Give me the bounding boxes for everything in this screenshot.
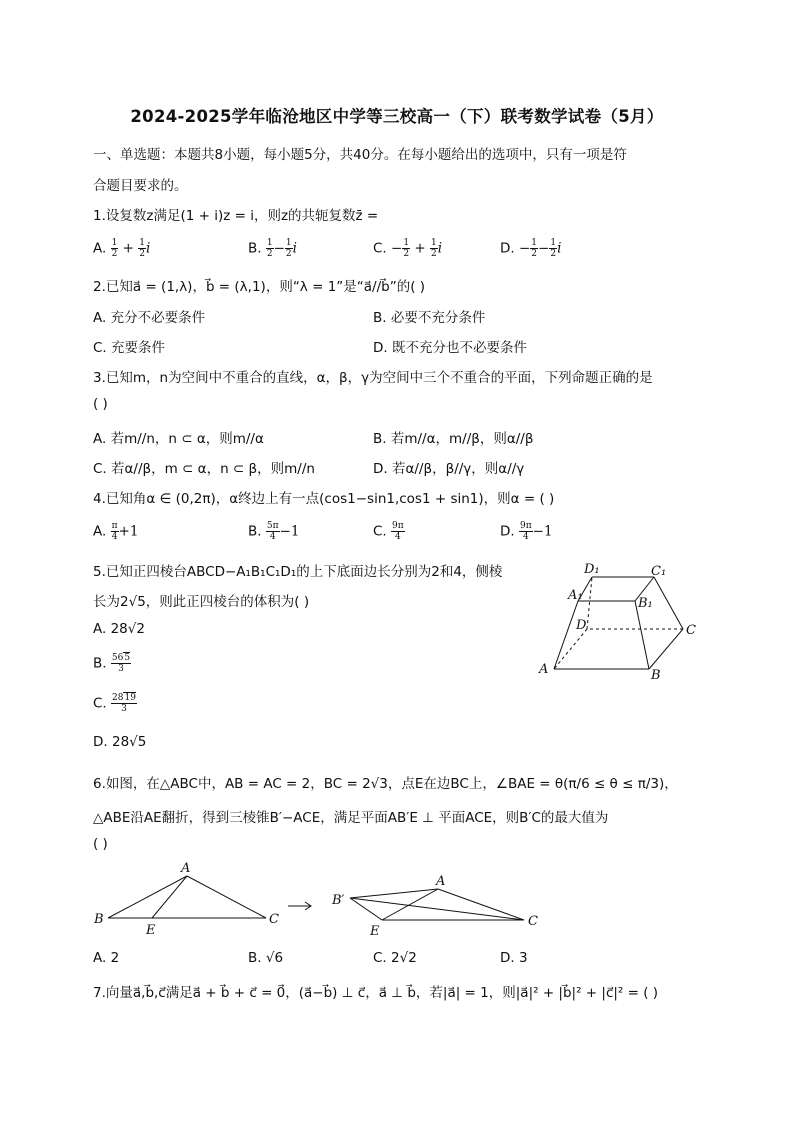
- label-d1: D₁: [584, 562, 600, 577]
- question-5-stem-cont: 长为2√5，则此正四棱台的体积为( ): [93, 594, 310, 610]
- q1-option-c-label: C.: [373, 240, 387, 257]
- frustum-figure: [530, 555, 710, 685]
- q5-option-b: B. $\frac{565}{3}$: [93, 653, 131, 674]
- q3-option-d: D. 若α//β，β//γ，则α//γ: [373, 461, 525, 477]
- question-2-stem: 2.已知a⃗ = (1,λ)，b⃗ = (λ,1)，则“λ = 1”是“a⃗//b⃗”的( ): [93, 279, 426, 295]
- q1-option-a-label: A.: [93, 240, 107, 257]
- question-6-stem-cont: △ABE沿AE翻折，得到三棱锥B′−ACE，满足平面AB′E ⊥ 平面ACE，则B′C的最大值为: [93, 810, 609, 826]
- tet-label-a: A: [436, 874, 446, 889]
- tet-label-e: E: [370, 924, 380, 939]
- question-3-stem: 3.已知m，n为空间中不重合的直线，α，β，γ为空间中三个不重合的平面，下列命题正确的是: [93, 370, 653, 386]
- tri-label-e: E: [146, 923, 156, 938]
- q4-option-c: C. $\frac{9\pi}{4}$: [373, 521, 404, 542]
- label-b1: B₁: [638, 596, 653, 611]
- q3-option-b: B. 若m//α，m//β，则α//β: [373, 431, 534, 447]
- q4-option-d-label: D.: [500, 523, 515, 540]
- q1-option-d: D. − $\frac{1}{2}$ − $\frac{1}{2}$ i: [500, 238, 562, 259]
- label-c: C: [686, 623, 696, 638]
- q4-option-d: D. $\frac{9\pi}{4}$ −1: [500, 521, 553, 542]
- q4-option-a-label: A.: [93, 523, 107, 540]
- q1-option-d-label: D.: [500, 240, 515, 257]
- question-7-stem: 7.向量a⃗,b⃗,c⃗满足a⃗ + b⃗ + c⃗ = 0⃗，(a⃗−b⃗) ⊥ c⃗，a⃗ ⊥ b⃗，若|a⃗| = 1，则|a⃗|² + |b⃗|² + |c⃗|² = ( ): [93, 985, 659, 1001]
- page-title: 2024-2025学年临沧地区中学等三校高一（下）联考数学试卷（5月）: [130, 107, 664, 126]
- question-4-stem: 4.已知角α ∈ (0,2π)，α终边上有一点(cos1−sin1,cos1 + sin1)，则α = ( ): [93, 491, 555, 507]
- q3-option-a: A. 若m//n，n ⊂ α，则m//α: [93, 431, 264, 447]
- label-c1: C₁: [651, 564, 667, 579]
- q5-option-c-label: C.: [93, 695, 107, 712]
- q5-option-c: C. $\frac{2819}{3}$: [93, 693, 136, 714]
- q4-option-c-label: C.: [373, 523, 387, 540]
- q6-option-c: C. 2√2: [373, 950, 417, 966]
- label-b: B: [651, 668, 661, 683]
- section-heading-cont: 合题目要求的。: [93, 178, 188, 194]
- label-a: A: [539, 662, 549, 677]
- q6-option-d: D. 3: [500, 950, 528, 966]
- question-6-blank: ( ): [93, 836, 108, 852]
- tet-label-c: C: [528, 914, 538, 929]
- triangle-fold-figure: [88, 858, 558, 940]
- q6-option-b: B. √6: [248, 950, 284, 966]
- q3-option-c: C. 若α//β，m ⊂ α，n ⊂ β，则m//n: [93, 461, 315, 477]
- q4-option-a: A. $\frac{\pi}{4}$ +1: [93, 521, 139, 542]
- q5-option-d: D. 28√5: [93, 734, 147, 750]
- q1-option-b: B. $\frac{1}{2}$ − $\frac{1}{2}$ i: [248, 238, 297, 259]
- q6-option-a: A. 2: [93, 950, 120, 966]
- section-heading: 一、单选题：本题共8小题，每小题5分，共40分。在每小题给出的选项中，只有一项是符: [93, 147, 627, 163]
- q2-option-b: B. 必要不充分条件: [373, 310, 486, 326]
- tet-label-bprime: B′: [332, 893, 345, 908]
- q5-option-b-label: B.: [93, 655, 107, 672]
- q2-option-a: A. 充分不必要条件: [93, 310, 206, 326]
- label-a1: A₁: [568, 588, 583, 603]
- question-1-stem: 1.设复数z满足(1 + i)z = i，则z的共轭复数z̄ =: [93, 208, 379, 224]
- q2-option-c: C. 充要条件: [93, 340, 166, 356]
- question-5-stem: 5.已知正四棱台ABCD−A₁B₁C₁D₁的上下底面边长分别为2和4，侧棱: [93, 564, 503, 580]
- q1-option-b-label: B.: [248, 240, 262, 257]
- q5-option-a: A. 28√2: [93, 621, 145, 637]
- tri-label-a: A: [181, 861, 191, 876]
- q1-option-c: C. − $\frac{1}{2}$ + $\frac{1}{2}$ i: [373, 238, 443, 259]
- question-3-blank: ( ): [93, 396, 108, 412]
- label-d: D: [576, 618, 587, 633]
- q4-option-b-label: B.: [248, 523, 262, 540]
- q1-option-a: A. $\frac{1}{2}$ + $\frac{1}{2}$ i: [93, 238, 151, 259]
- q4-option-b: B. $\frac{5\pi}{4}$ −1: [248, 521, 300, 542]
- question-6-stem: 6.如图，在△ABC中，AB = AC = 2，BC = 2√3，点E在边BC上，∠BAE = θ(π/6 ≤ θ ≤ π/3)，: [93, 776, 678, 792]
- q2-option-d: D. 既不充分也不必要条件: [373, 340, 527, 356]
- tri-label-c: C: [269, 912, 279, 927]
- tri-label-b: B: [94, 912, 104, 927]
